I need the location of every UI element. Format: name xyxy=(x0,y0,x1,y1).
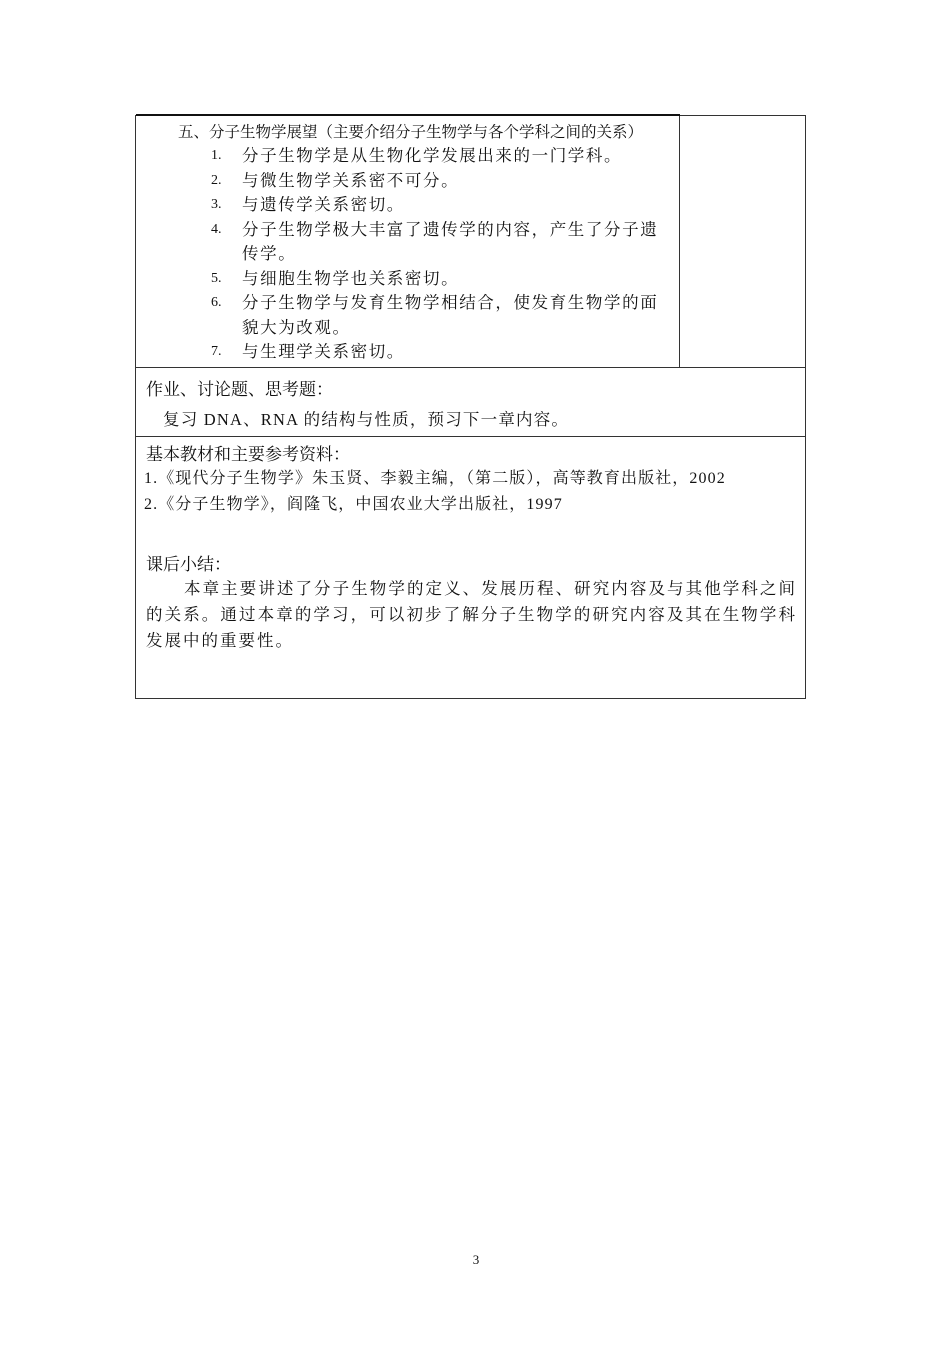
item-number: 7. xyxy=(211,344,222,359)
list-item xyxy=(136,291,680,340)
homework-content: 复习 DNA、RNA 的结构与性质，预习下一章内容。 xyxy=(163,410,570,429)
item-text: 与遗传学关系密切。 xyxy=(242,195,405,214)
homework-heading: 作业、讨论题、思考题： xyxy=(146,380,333,399)
item-text: 分子生物学极大丰富了遗传学的内容，产生了分子遗传学。 xyxy=(242,219,659,263)
item-text: 与生理学关系密切。 xyxy=(242,342,405,361)
item-text: 与细胞生物学也关系密切。 xyxy=(242,268,460,288)
outlook-title: 五、分子生物学展望（主要介绍分子生物学与各个学科之间的关系） xyxy=(178,124,644,141)
item-number: 6. xyxy=(211,295,222,310)
outlook-row xyxy=(136,116,805,368)
summary-heading: 课后小结： xyxy=(146,555,231,574)
notes-cell xyxy=(680,116,805,367)
item-number: 3. xyxy=(211,197,222,212)
item-text: 与微生物学关系密不可分。 xyxy=(242,170,460,190)
item-number: 2. xyxy=(211,172,222,188)
item-number: 1. xyxy=(211,148,222,163)
list-item xyxy=(136,267,680,292)
homework-row xyxy=(136,368,805,437)
item-text: 分子生物学是从生物化学发展出来的一门学科。 xyxy=(242,146,623,165)
list-item xyxy=(136,218,680,267)
list-item xyxy=(136,144,680,169)
reference-item: 1.《现代分子生物学》朱玉贤、李毅主编，（第二版），高等教育出版社，2002 xyxy=(144,470,726,487)
references-heading: 基本教材和主要参考资料： xyxy=(146,445,350,464)
summary-content: 本章主要讲述了分子生物学的定义、发展历程、研究内容及与其他学科之间的关系。通过本章的学习，可以初步了解分子生物学的研究内容及其在生物学科发展中的重要性。 xyxy=(146,579,797,650)
outlook-list xyxy=(136,144,680,365)
page-number: 3 xyxy=(472,1252,480,1267)
list-item xyxy=(136,193,680,218)
item-text: 分子生物学与发育生物学相结合，使发育生物学的面貌大为改观。 xyxy=(242,293,659,337)
outlook-cell xyxy=(136,116,680,367)
reference-item: 2.《分子生物学》，阎隆飞，中国农业大学出版社，1997 xyxy=(144,496,563,513)
list-item xyxy=(136,340,680,365)
materials-row xyxy=(136,437,805,698)
list-item xyxy=(136,169,680,194)
lesson-plan-table xyxy=(135,115,806,699)
item-number: 5. xyxy=(211,270,222,286)
item-number: 4. xyxy=(211,221,222,237)
